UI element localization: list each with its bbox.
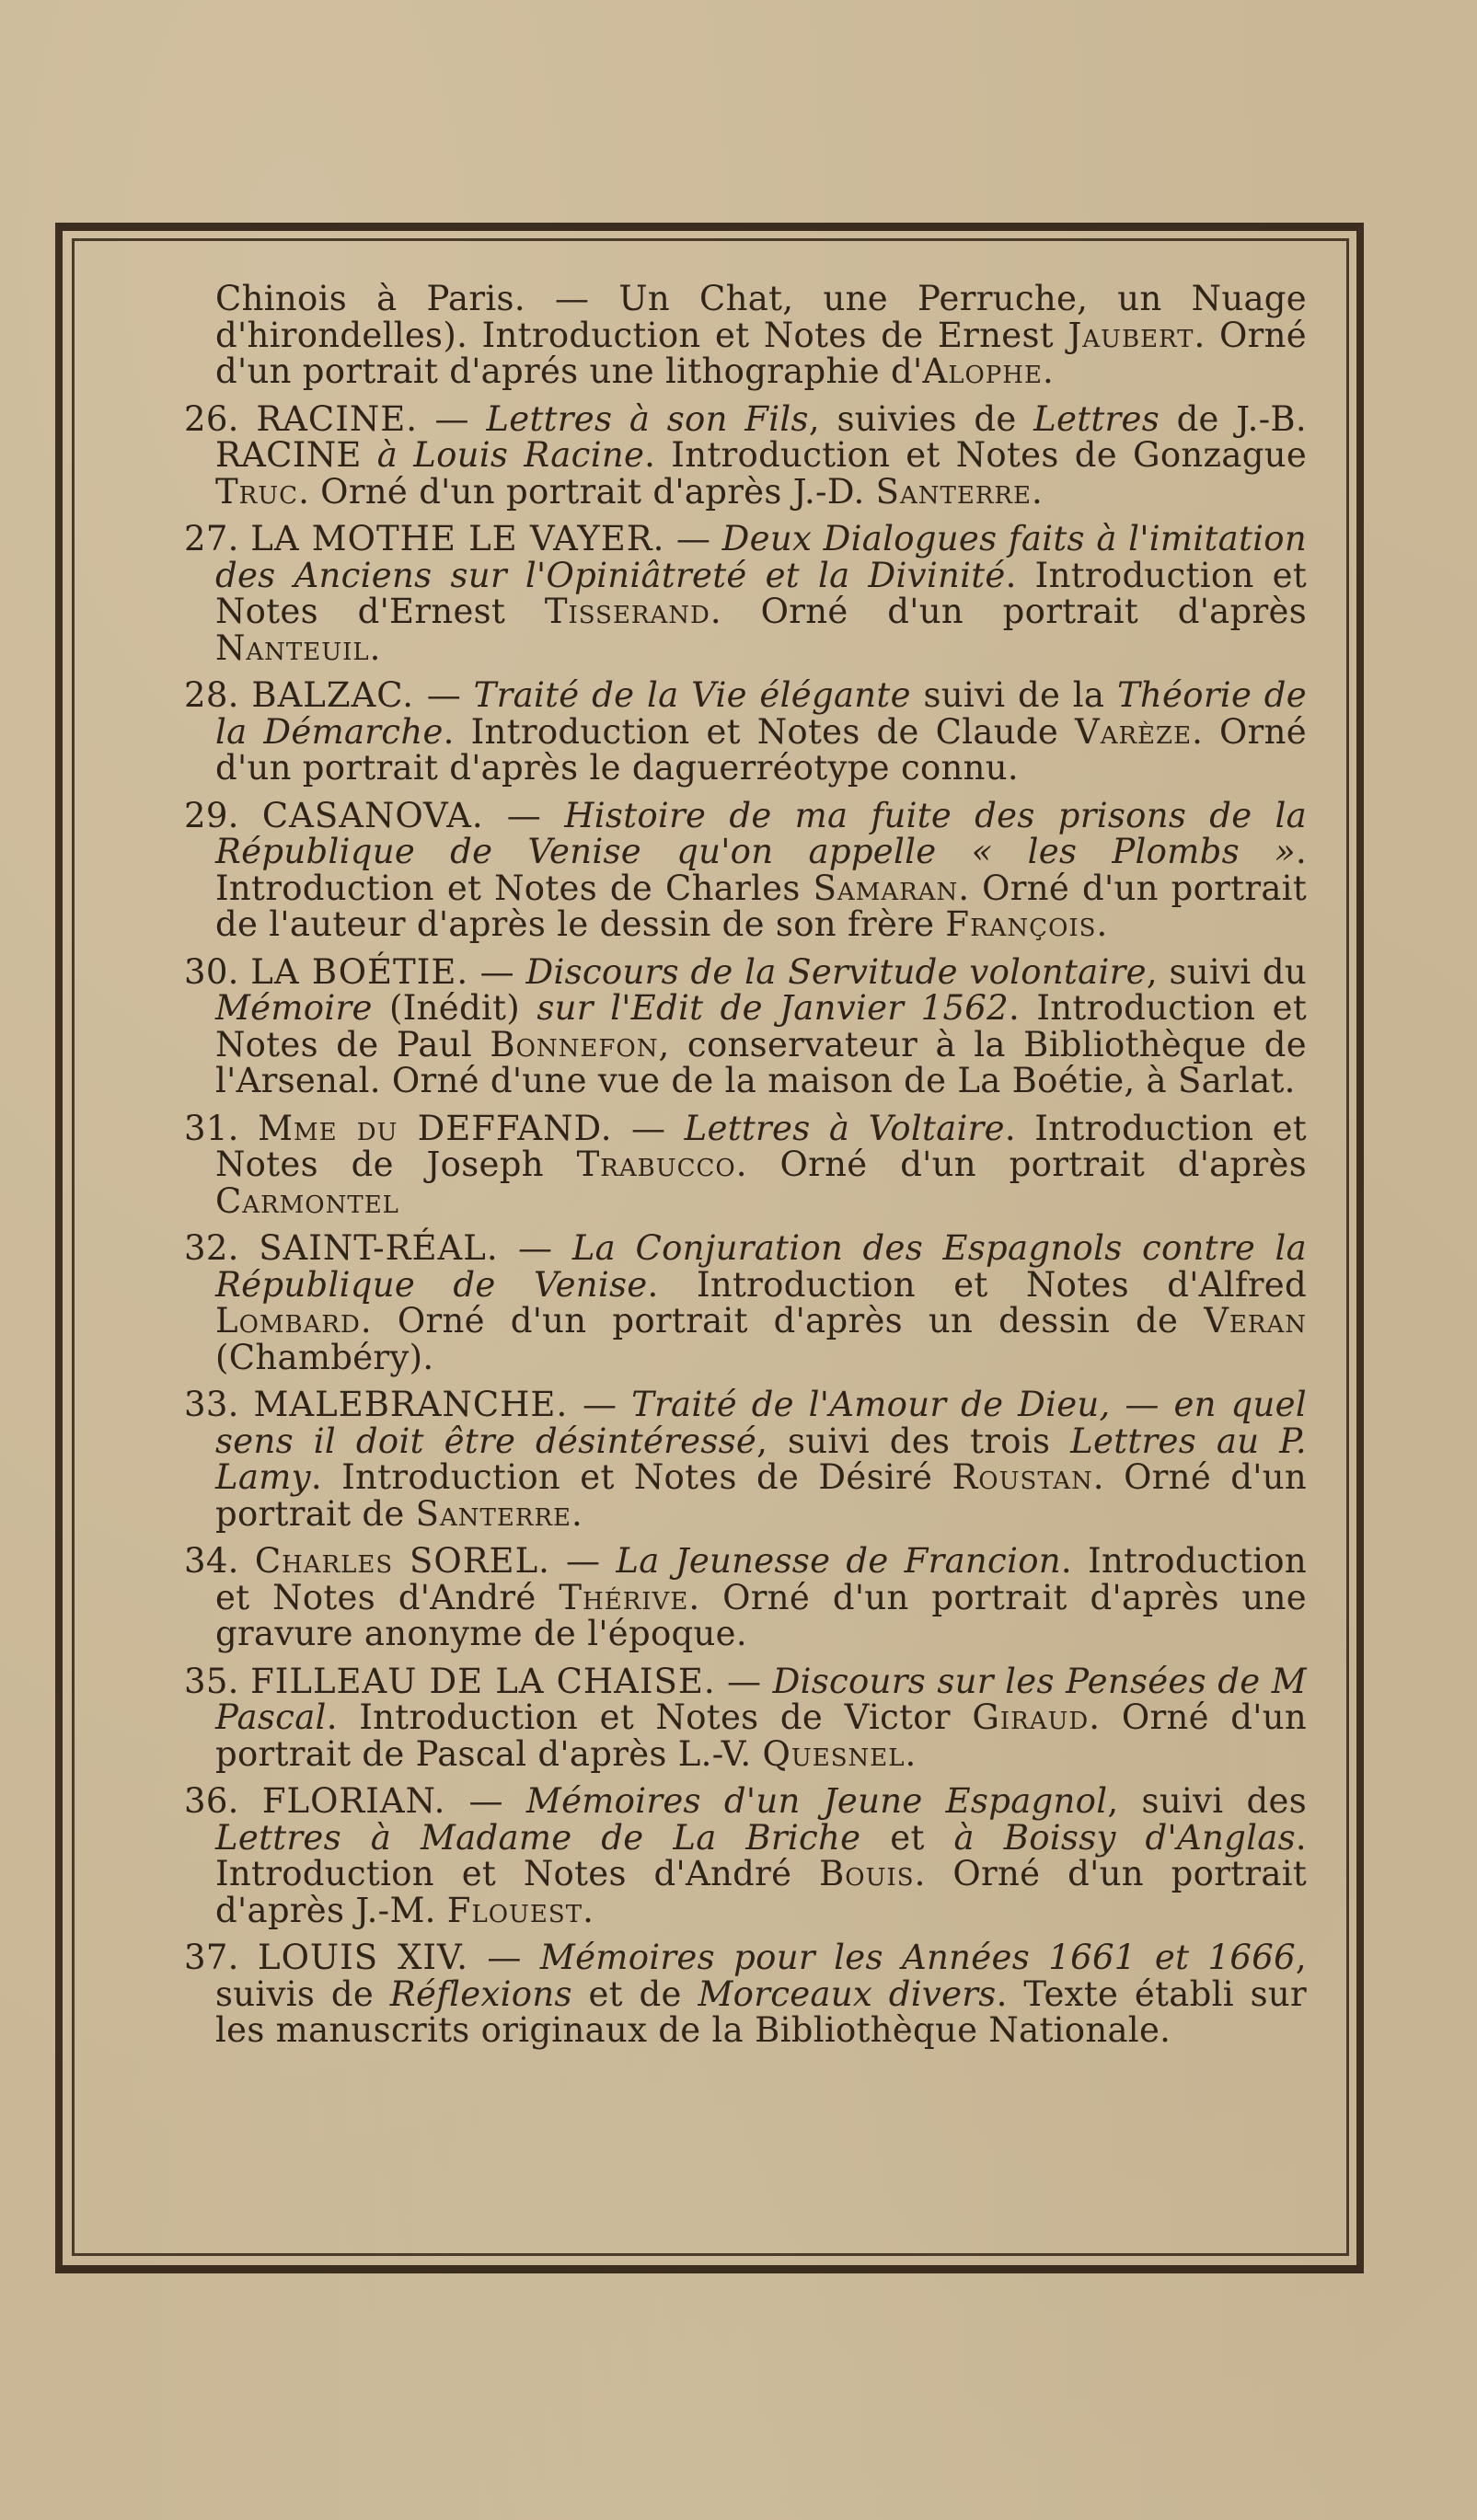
person-name: Carmontel: [215, 1180, 399, 1221]
entry-text: , conservateur à la Bibliothèque de l'Arsenal. Orné d'une vue de la maison de La Boétie, à Sarlat.: [215, 1024, 1307, 1100]
entry-author: LOUIS XIV.: [258, 1938, 469, 1977]
work-title: sur l'Edit de Janvier 1562: [537, 988, 1009, 1028]
person-name: Varèze: [1074, 711, 1193, 752]
entry-number: 32.: [184, 1228, 260, 1268]
entry-text: . Introduction et Notes de Gonzague: [644, 435, 1308, 475]
work-title: Histoire de ma fuite des prisons de la République de Venise qu'on appelle « les Plombs »: [215, 795, 1307, 871]
entry-text: (Chambéry).: [215, 1337, 434, 1377]
entry-text: . Orné d'un portrait d'après: [710, 592, 1308, 631]
catalogue-entry: [184, 1230, 1307, 1375]
catalogue-entry: [184, 398, 1308, 512]
entry-author: SAINT-RÉAL.: [259, 1228, 499, 1268]
entry-number: 34.: [184, 1541, 255, 1581]
work-title: à Boissy d'Anglas: [953, 1817, 1296, 1858]
entry-text: , suivi des trois: [756, 1421, 1071, 1461]
entry-text: . Introduction et Notes de Claude: [443, 711, 1075, 752]
entry-number: 36.: [184, 1781, 262, 1821]
entry-text: . Orné d'un portrait d'après une gravure anonyme de l'époque.: [215, 1577, 1307, 1653]
lead-tail: . Orné d'un portrait d'aprés une lithographie d': [215, 315, 1307, 391]
entry-number: 26.: [184, 398, 257, 439]
person-name: Santerre: [415, 1493, 571, 1534]
entry-text: —: [483, 795, 565, 835]
work-title: La Conjuration des Espagnols contre la République de Venise: [215, 1228, 1307, 1305]
entry-number: 27.: [184, 519, 251, 558]
artist-name: Alophe: [922, 351, 1043, 391]
person-name: François: [945, 904, 1097, 944]
lead-end: .: [1042, 351, 1055, 391]
entry-text: et: [860, 1817, 954, 1858]
entry-text: —: [414, 675, 474, 715]
entry-text: . Texte établi sur les manuscrits originaux de la Bibliothèque Nationale.: [215, 1973, 1308, 2050]
work-title: Mémoire: [215, 988, 373, 1028]
work-title: La Jeunesse de Francion: [616, 1541, 1061, 1581]
entry-author: LA MOTHE LE VAYER.: [250, 519, 665, 558]
work-title: Deux Dialogues faits à l'imitation des Anciens sur l'Opiniâtreté et la Divinité: [215, 519, 1307, 595]
entry-text: (Inédit): [372, 988, 537, 1028]
catalogue-entry: [184, 1387, 1307, 1532]
work-title: Lettres à Madame de La Briche: [215, 1817, 861, 1858]
entry-text: . Orné d'un portrait d'après J.-M.: [215, 1854, 1307, 1930]
entry-author: CASANOVA.: [261, 795, 484, 835]
catalogue-entry: [184, 1783, 1307, 1928]
entry-text: —: [468, 951, 526, 992]
person-name: Santerre: [875, 471, 1032, 512]
entry-text: , suivi du: [1146, 951, 1308, 992]
entry-author: FLORIAN.: [261, 1781, 446, 1821]
entry-text: . Introduction et Notes d'André: [215, 1817, 1307, 1893]
entry-author: DEFFAND.: [417, 1108, 613, 1148]
entry-text: . Introduction et Notes de Désiré: [310, 1457, 952, 1497]
lead-paragraph: [184, 281, 1307, 390]
work-title: Mémoires pour les Années 1661 et 1666: [539, 1938, 1296, 1977]
work-title: Lettres au P. Lamy: [215, 1421, 1307, 1497]
entry-number: 30.: [184, 951, 251, 992]
entry-text: —: [664, 519, 722, 558]
entry-number: 29.: [184, 795, 262, 835]
entry-text: . Introduction et Notes de Charles: [215, 832, 1307, 908]
catalogue-entry: [184, 521, 1307, 666]
entry-text: , suivi des: [1107, 1781, 1307, 1821]
work-title: Discours sur les Pensées de M Pascal: [215, 1661, 1307, 1737]
entry-author: FILLEAU DE LA CHAISE.: [250, 1661, 716, 1701]
entry-author: LA BOÉTIE.: [250, 951, 469, 992]
entry-text: . Introduction et Notes d'André: [215, 1541, 1307, 1617]
person-name: Samaran: [813, 868, 959, 908]
entry-text: . Introduction et Notes d'Alfred: [647, 1264, 1307, 1305]
entry-text: .: [1031, 471, 1044, 512]
work-title: Théorie de la Démarche: [215, 675, 1307, 752]
entry-number: 37.: [184, 1938, 259, 1977]
author-prefix: Mme du: [258, 1108, 418, 1148]
person-name: Quesnel: [762, 1733, 906, 1774]
entry-author: BALZAC.: [251, 675, 415, 715]
person-name: Bouis: [819, 1854, 915, 1893]
entry-number: 31.: [184, 1108, 259, 1148]
work-title: à Louis Racine: [376, 435, 645, 475]
person-name: Veran: [1204, 1301, 1307, 1341]
work-title: Réflexions: [389, 1973, 572, 2014]
person-name: Roustan: [952, 1457, 1093, 1497]
entry-text: —: [549, 1541, 617, 1581]
person-name: Nanteuil: [215, 627, 370, 668]
lead-text: Chinois à Paris. — Un Chat, une Perruche, un Nuage d'hirondelles). Introduction et Notes de Ernest: [215, 279, 1307, 355]
entry-text: . Orné d'un portrait d'après le daguerréotype connu.: [215, 711, 1307, 788]
catalogue-entry: [184, 677, 1307, 787]
entry-text: .: [905, 1733, 917, 1774]
entry-text: —: [468, 1938, 540, 1977]
entry-number: 28.: [184, 675, 252, 715]
entry-text: .: [369, 627, 381, 668]
catalogue-entry: [184, 1543, 1307, 1652]
entry-number: 33.: [184, 1385, 254, 1424]
entry-text: . Orné d'un portrait d'après un dessin de: [360, 1301, 1205, 1341]
entry-text: . Introduction et Notes d'Ernest: [215, 555, 1307, 631]
entry-text: .: [583, 1890, 594, 1930]
entry-text: . Orné d'un portrait de l'auteur d'après le dessin de son frère: [215, 868, 1307, 944]
entry-text: .: [571, 1493, 583, 1534]
entries-list: [184, 398, 1308, 2050]
entry-text: . Introduction et Notes de Victor: [326, 1697, 973, 1737]
entry-text: , suivis de: [215, 1938, 1307, 2014]
person-name: Flouest: [446, 1890, 583, 1930]
entry-text: —: [498, 1228, 572, 1268]
work-title: Lettres à Voltaire: [684, 1108, 1005, 1148]
work-title: Traité de la Vie élégante: [473, 675, 911, 715]
entry-text: . Introduction et Notes de Paul: [215, 988, 1307, 1064]
entry-text: . Introduction et Notes de Joseph: [215, 1108, 1307, 1184]
work-title: Discours de la Servitude volontaire: [525, 951, 1147, 992]
person-name: Thérive: [559, 1577, 689, 1617]
catalogue-entry: [184, 1663, 1307, 1773]
entry-text: .: [1096, 904, 1108, 944]
person-name: Giraud: [972, 1697, 1090, 1737]
entry-text: , suivies de: [808, 398, 1034, 439]
catalogue-entry: [184, 951, 1308, 1100]
author-prefix: Charles: [254, 1541, 410, 1581]
work-title: Lettres à son Fils: [486, 398, 809, 439]
entry-text: —: [568, 1385, 632, 1424]
entry-text: —: [417, 398, 487, 439]
editor-name: Jaubert: [1067, 315, 1194, 355]
work-title: Mémoires d'un Jeune Espagnol: [525, 1781, 1108, 1821]
entry-author: SOREL.: [410, 1541, 550, 1581]
person-name: Truc: [215, 471, 299, 512]
entry-text: . Orné d'un portrait d'après J.-D.: [298, 471, 876, 512]
person-name: Trabucco: [576, 1145, 736, 1184]
entry-text: . Orné d'un portrait de Pascal d'après L.-V.: [215, 1697, 1307, 1774]
entry-author: MALEBRANCHE.: [253, 1385, 569, 1424]
entry-text: —: [445, 1781, 526, 1821]
entry-text: . Orné d'un portrait de: [215, 1457, 1307, 1534]
entry-text: suivi de la: [910, 675, 1117, 715]
catalogue-entry: [184, 1110, 1307, 1220]
entry-text: et de: [571, 1973, 698, 2014]
catalogue-list: [184, 281, 1307, 2060]
person-name: Tisserand: [544, 592, 710, 631]
entry-text: . Orné d'un portrait d'après: [735, 1145, 1307, 1184]
entry-number: 35.: [184, 1661, 251, 1701]
entry-text: —: [715, 1661, 773, 1701]
person-name: Bonnefon: [490, 1024, 659, 1064]
entry-text: de J.-B. RACINE: [215, 398, 1307, 475]
catalogue-entry: [184, 1939, 1307, 2049]
work-title: Morceaux divers: [698, 1973, 997, 2014]
entry-author: RACINE.: [256, 398, 418, 439]
work-title: Lettres: [1033, 398, 1160, 439]
entry-text: —: [612, 1108, 685, 1148]
work-title: Traité de l'Amour de Dieu, — en quel sens il doit être désintéressé: [215, 1385, 1307, 1461]
catalogue-entry: [184, 795, 1307, 944]
person-name: Lombard: [215, 1301, 361, 1341]
